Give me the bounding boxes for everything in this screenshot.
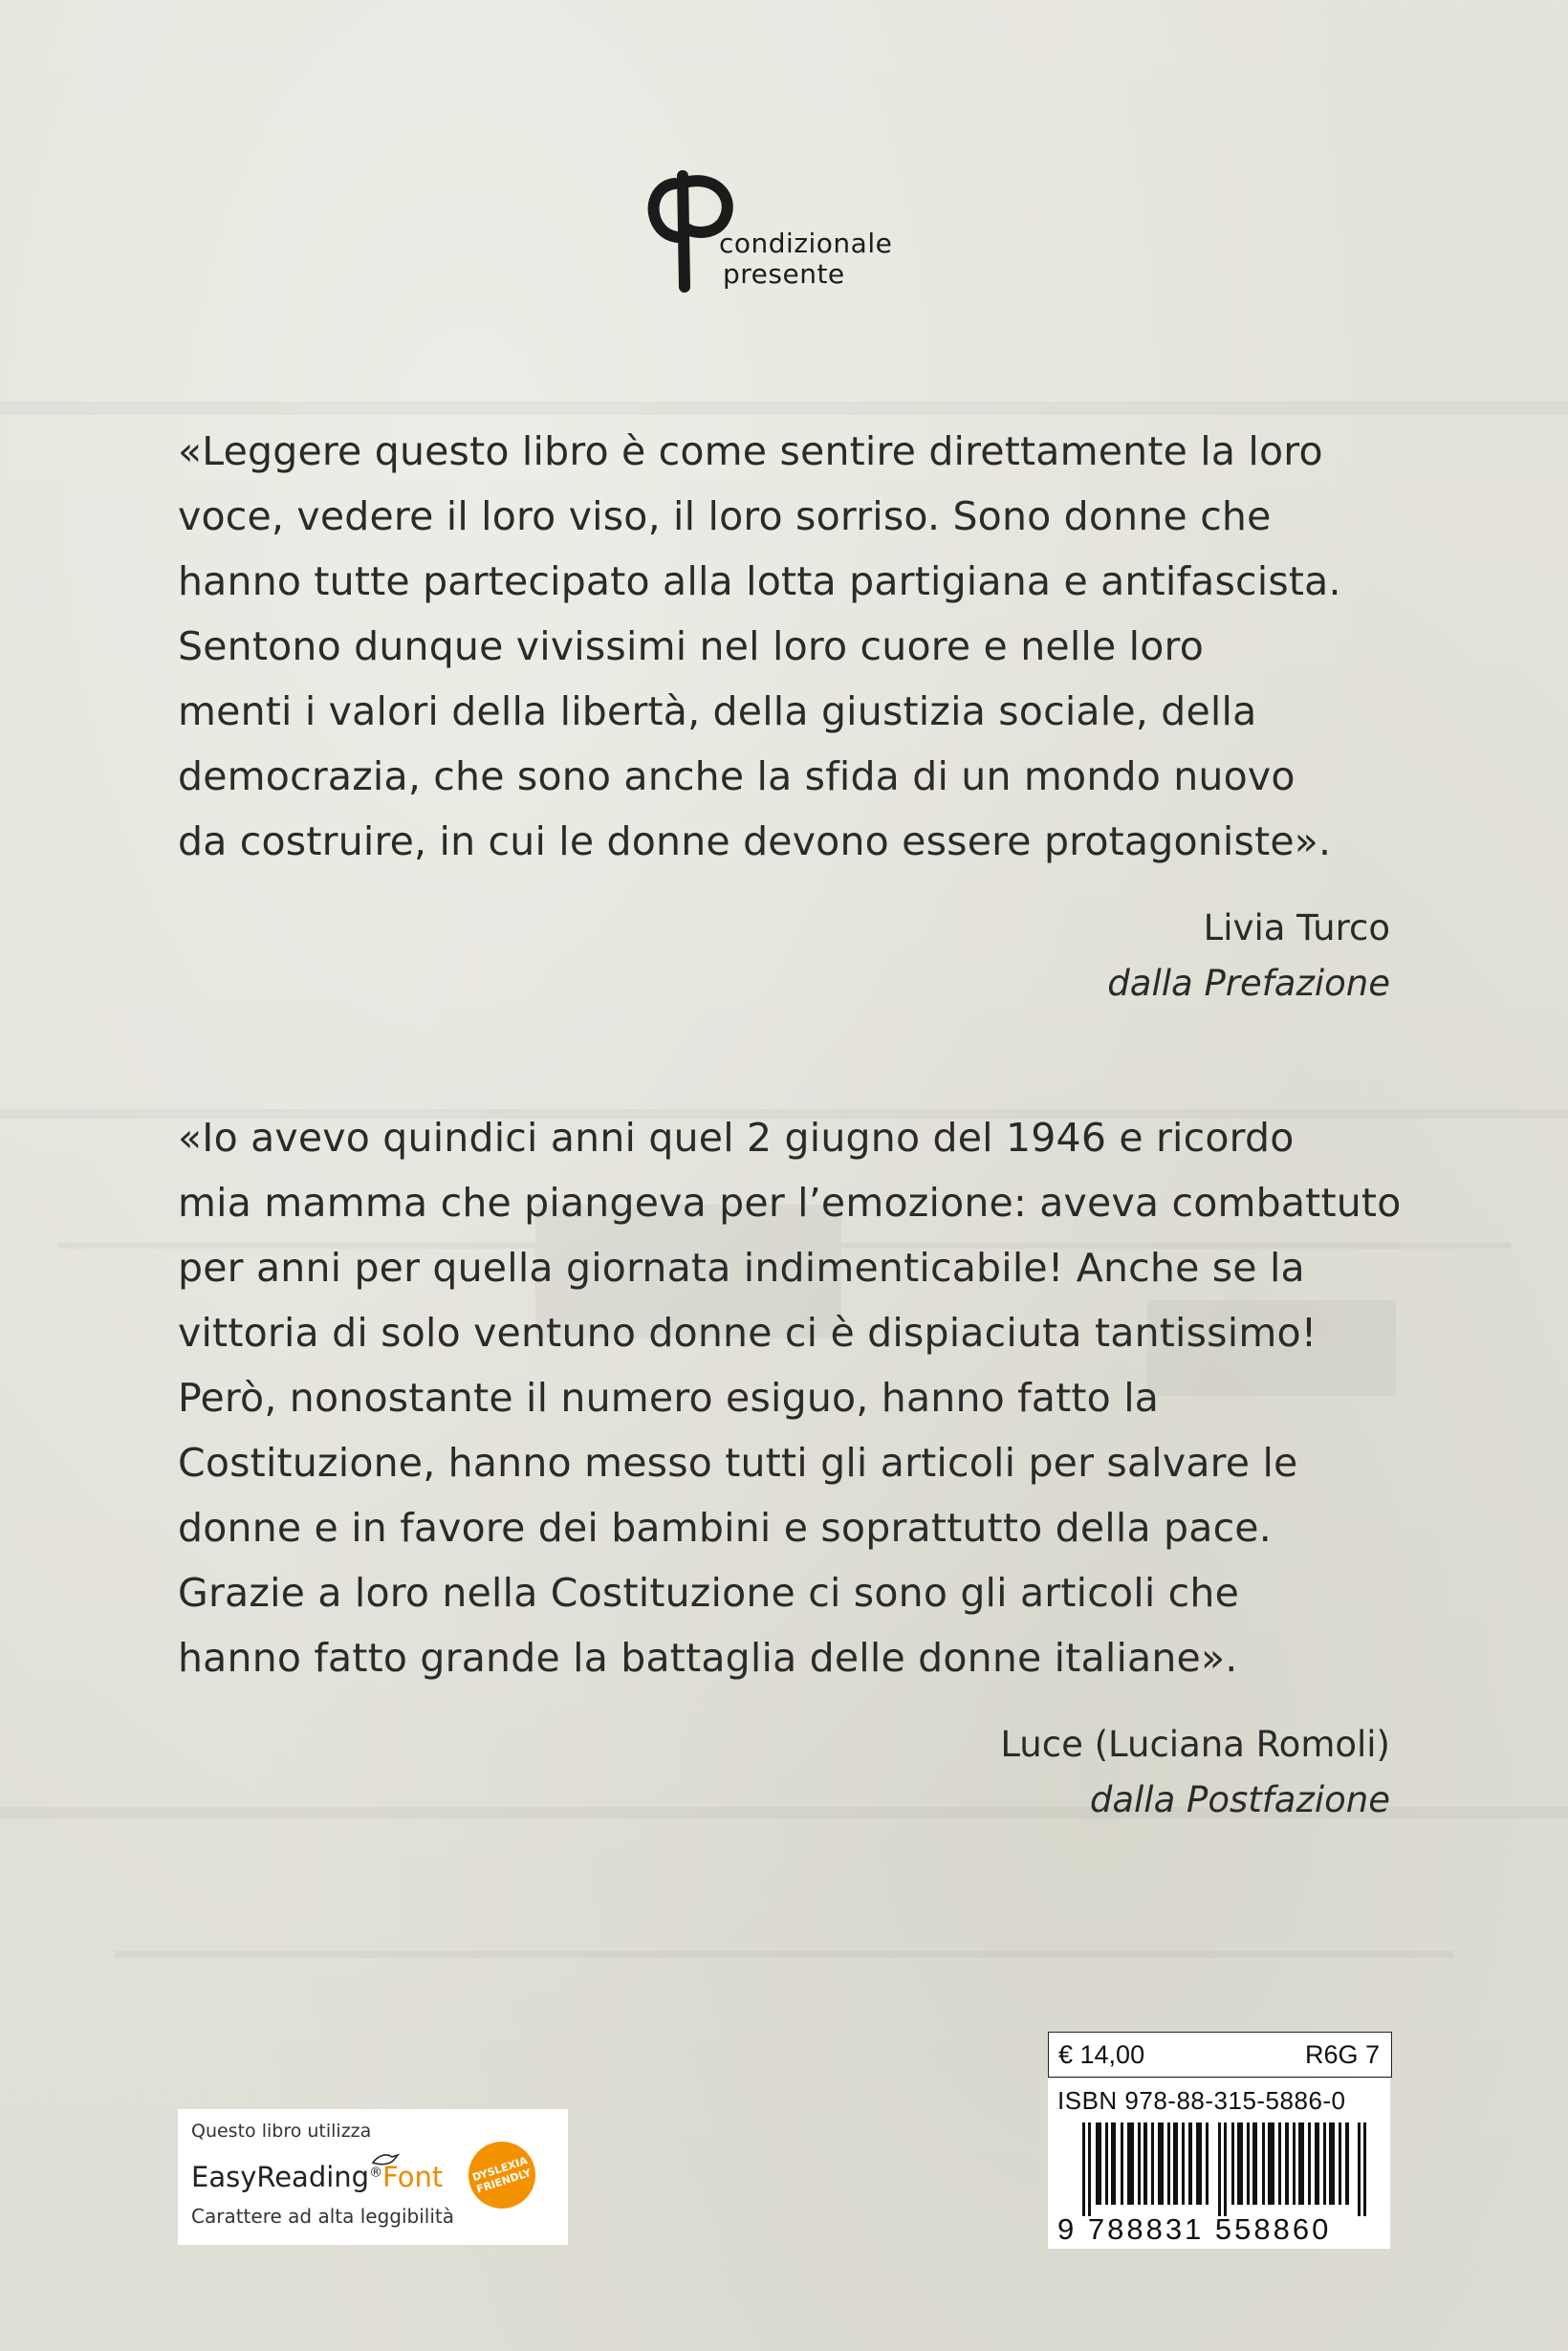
attribution-postfazione <box>1000 1717 1390 1828</box>
product-code: R6G 7 <box>1304 2040 1380 2069</box>
quote-line: Grazie a loro nella Costituzione ci sono gli articoli che <box>178 1570 1240 1616</box>
isbn: ISBN 978-88-315-5886-0 <box>1057 2086 1346 2115</box>
quote-line: hanno tutte partecipato alla lotta partigiana e antifascista. <box>178 558 1341 604</box>
publisher-logo <box>641 163 947 306</box>
quote-line: voce, vedere il loro viso, il loro sorriso. Sono donne che <box>178 493 1272 539</box>
quote-line: «Io avevo quindici anni quel 2 giugno del 1946 e ricordo <box>178 1115 1295 1161</box>
quote-line: da costruire, in cui le donne devono essere protagoniste». <box>178 818 1332 864</box>
brand-font-word: Font <box>382 2161 444 2193</box>
badge-intro: Questo libro utilizza <box>191 2121 372 2142</box>
quote-line: hanno fatto grande la battaglia delle donne italiane». <box>178 1635 1238 1681</box>
quote-line: Costituzione, hanno messo tutti gli articoli per salvare le <box>178 1440 1298 1486</box>
publisher-name-line2: presente <box>723 258 845 290</box>
quote-line: per anni per quella giornata indimenticabile! Anche se la <box>178 1245 1305 1291</box>
quote-postfazione <box>178 1105 1421 1690</box>
quote-source: dalla Prefazione <box>1107 963 1390 1004</box>
badge-brand <box>191 2161 443 2193</box>
easyreading-badge <box>178 2109 568 2245</box>
barcode-digits: 9 788831 558860 <box>1057 2212 1332 2246</box>
quote-line: donne e in favore dei bambini e soprattutto della pace. <box>178 1505 1272 1551</box>
quote-prefazione <box>178 419 1421 874</box>
bird-icon <box>371 2151 400 2166</box>
quote-line: democrazia, che sono anche la sfida di un mondo nuovo <box>178 753 1296 799</box>
isbn-barcode-box <box>1048 2079 1390 2249</box>
price-box <box>1048 2032 1392 2078</box>
dyslexia-friendly-badge: DYSLEXIA FRIENDLY <box>460 2133 544 2217</box>
quote-author: Luce (Luciana Romoli) <box>1000 1724 1390 1765</box>
quote-line: «Leggere questo libro è come sentire direttamente la loro <box>178 428 1323 474</box>
registered-mark: ® <box>369 2165 383 2181</box>
publisher-name-line1: condizionale <box>719 228 893 259</box>
attribution-prefazione <box>1107 901 1390 1012</box>
quote-line: vittoria di solo ventuno donne ci è dispiaciuta tantissimo! <box>178 1310 1318 1356</box>
quote-source: dalla Postfazione <box>1089 1779 1390 1820</box>
badge-subtitle: Carattere ad alta leggibilità <box>191 2205 454 2228</box>
price: € 14,00 <box>1058 2040 1145 2069</box>
quote-author: Livia Turco <box>1203 907 1390 948</box>
quote-line: Però, nonostante il numero esiguo, hanno fatto la <box>178 1375 1160 1421</box>
quote-line: menti i valori della libertà, della giustizia sociale, della <box>178 688 1257 734</box>
brand-name: EasyReading <box>191 2161 370 2193</box>
quote-line: mia mamma che piangeva per l’emozione: aveva combattuto <box>178 1180 1402 1226</box>
quote-line: Sentono dunque vivissimi nel loro cuore e nelle loro <box>178 623 1204 669</box>
barcode-icon <box>1082 2122 1369 2216</box>
